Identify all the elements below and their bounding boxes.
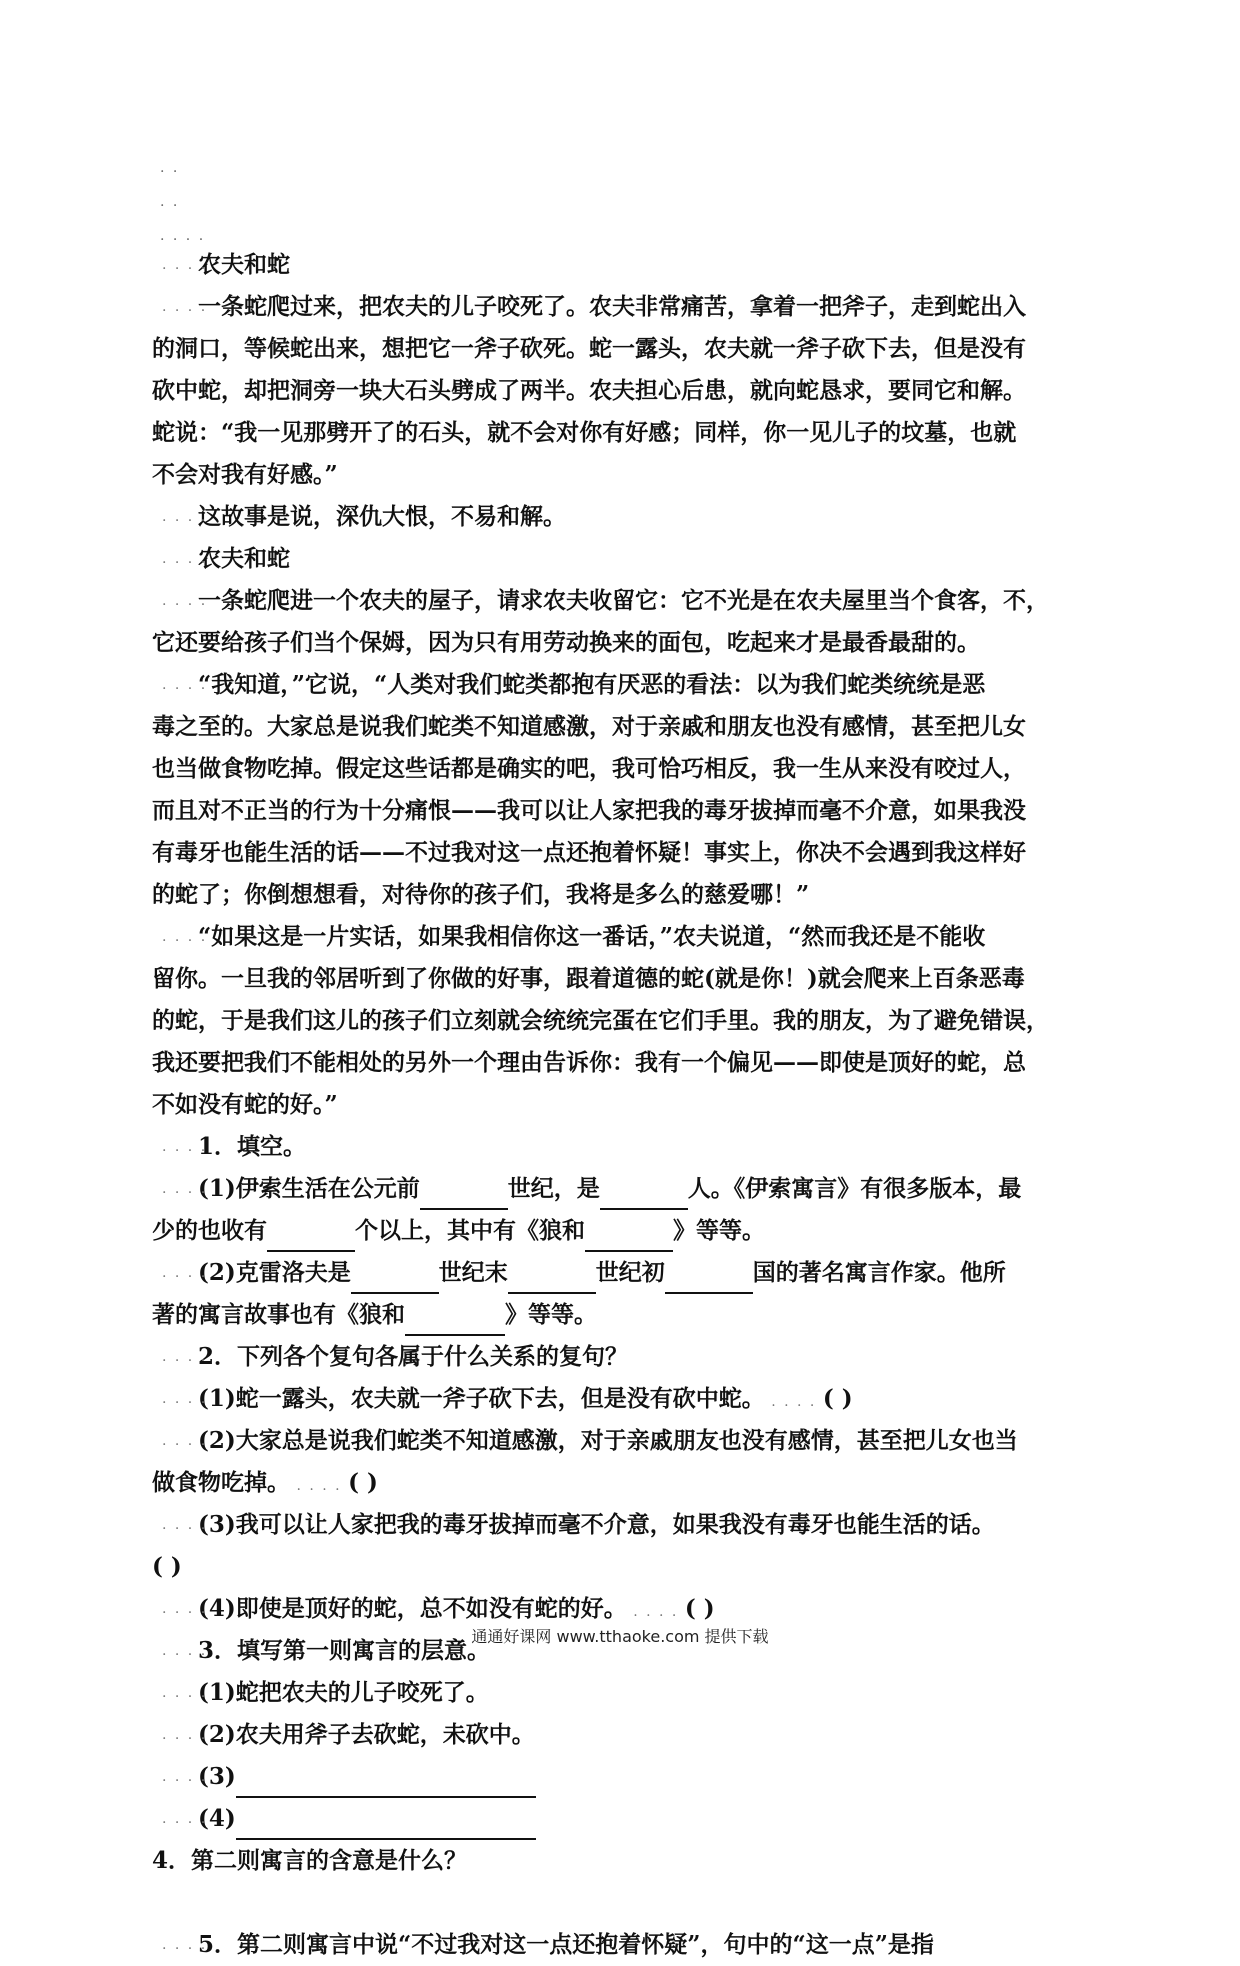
text-line <box>152 244 1092 286</box>
line-text: “我知道，”它说，“人类对我们蛇类都抱有厌恶的看法：以为我们蛇类统统是恶 <box>198 671 986 698</box>
line-text: 蛇说：“我一见那劈开了的石头，就不会对你有好感；同样，你一见儿子的坟墓，也就 <box>152 419 1017 446</box>
line-text: 不会对我有好感。” <box>152 461 338 488</box>
answer-blank[interactable] <box>585 1220 673 1252</box>
line-text: 世纪初 <box>595 1259 665 1286</box>
text-line <box>152 1420 1092 1462</box>
answer-blank[interactable] <box>405 1304 505 1336</box>
text-line <box>152 1798 1092 1840</box>
text-line <box>152 580 1092 622</box>
leader-dots: . . . . <box>162 1349 208 1365</box>
text-line <box>152 958 1092 1000</box>
margin-dots: . . <box>160 194 180 210</box>
line-text: 我还要把我们不能相处的另外一个理由告诉你：我有一个偏见——即使是顶好的蛇，总 <box>152 1049 1026 1076</box>
margin-dots: . . <box>160 160 180 176</box>
text-line <box>152 454 1092 496</box>
line-text: 1．填空。 <box>198 1133 307 1160</box>
line-text: (2)克雷洛夫是 <box>198 1259 351 1286</box>
leader-dots: . . . . <box>162 257 208 273</box>
leader-dots: . . . . <box>162 1265 208 1281</box>
footer-text: 通通好课网 www.tthaoke.com 提供下载 <box>471 1627 769 1646</box>
text-line <box>152 1336 1092 1378</box>
line-text: 也当做食物吃掉。假定这些话都是确实的吧，我可恰巧相反，我一生从来没有咬过人， <box>152 755 1026 782</box>
text-line <box>152 1924 1092 1966</box>
answer-blank[interactable] <box>351 1262 439 1294</box>
line-text: 不如没有蛇的好。” <box>152 1091 338 1118</box>
text-line <box>152 1210 1092 1252</box>
line-text: 的蛇，于是我们这儿的孩子们立刻就会统统完蛋在它们手里。我的朋友，为了避免错误， <box>152 1007 1049 1034</box>
text-line <box>152 1252 1092 1294</box>
line-text: 2．下列各个复句各属于什么关系的复句？ <box>198 1343 629 1370</box>
answer-parentheses[interactable]: ( ) <box>348 1469 378 1496</box>
text-line <box>152 1714 1092 1756</box>
leader-dots: . . . . <box>162 1811 208 1827</box>
text-line <box>152 496 1092 538</box>
answer-blank[interactable] <box>236 1808 536 1840</box>
text-line <box>152 1462 1092 1504</box>
text-line <box>152 1504 1092 1546</box>
line-text: 5．第二则寓言中说“不过我对这一点还抱着怀疑”，句中的“这一点”是指 <box>198 1931 934 1958</box>
leader-dots: . . . . <box>162 1181 208 1197</box>
line-text: (4) <box>198 1805 236 1832</box>
leader-dots: . . . . <box>162 1601 208 1617</box>
leader-dots: . . . . <box>162 1139 208 1155</box>
line-text: (4)即使是顶好的蛇，总不如没有蛇的好。 <box>198 1595 627 1622</box>
line-text: 3．填写第一则寓言的层意。 <box>198 1637 491 1664</box>
text-line <box>152 748 1092 790</box>
line-text: 毒之至的。大家总是说我们蛇类不知道感激，对于亲戚和朋友也没有感情，甚至把儿女 <box>152 713 1026 740</box>
line-text: 》等等。 <box>673 1217 765 1244</box>
line-text: 人。《伊索寓言》有很多版本，最 <box>687 1175 1022 1202</box>
line-text: 的洞口，等候蛇出来，想把它一斧子砍死。蛇一露头，农夫就一斧子砍下去，但是没有 <box>152 335 1026 362</box>
answer-blank[interactable] <box>508 1262 596 1294</box>
leader-dots: . . . . <box>764 1394 823 1410</box>
document-body <box>152 244 1092 1966</box>
text-line <box>152 1000 1092 1042</box>
leader-dots: . . . . <box>162 1769 208 1785</box>
text-line <box>152 832 1092 874</box>
text-line <box>152 370 1092 412</box>
text-line <box>152 538 1092 580</box>
leader-dots: . . . . <box>162 1937 208 1953</box>
line-text: 世纪末 <box>438 1259 508 1286</box>
text-line <box>152 622 1092 664</box>
answer-parentheses[interactable]: ( ) <box>822 1385 853 1412</box>
line-text: 的蛇了；你倒想想看，对待你的孩子们，我将是多么的慈爱哪！” <box>152 881 810 908</box>
line-text: 农夫和蛇 <box>198 545 290 572</box>
answer-blank[interactable] <box>665 1262 753 1294</box>
line-text: 一条蛇爬过来，把农夫的儿子咬死了。农夫非常痛苦，拿着一把斧子，走到蛇出入 <box>198 293 1026 320</box>
answer-blank[interactable] <box>420 1178 508 1210</box>
line-text: (1)蛇一露头，农夫就一斧子砍下去，但是没有砍中蛇。 <box>198 1385 765 1412</box>
text-line <box>152 1378 1092 1420</box>
text-line <box>152 1168 1092 1210</box>
line-text: 少的也收有 <box>152 1217 267 1244</box>
line-text: 做食物吃掉。 <box>152 1469 290 1496</box>
leader-dots: . . . . <box>162 1685 208 1701</box>
margin-dots: . . . . <box>160 228 206 244</box>
leader-dots: . . . . <box>162 593 208 609</box>
leader-dots: . . . . <box>626 1604 685 1620</box>
leader-dots: . . . . <box>162 677 208 693</box>
line-text: 农夫和蛇 <box>198 251 290 278</box>
line-text: 国的著名寓言作家。他所 <box>752 1259 1006 1286</box>
leader-dots: . . . . <box>162 929 208 945</box>
line-text: (2)农夫用斧子去砍蛇，未砍中。 <box>198 1721 535 1748</box>
line-text: 著的寓言故事也有《狼和 <box>152 1301 405 1328</box>
line-text: “如果这是一片实话，如果我相信你这一番话，”农夫说道，“然而我还是不能收 <box>198 923 986 950</box>
text-line <box>152 1294 1092 1336</box>
leader-dots: . . . . <box>162 1391 208 1407</box>
text-line <box>152 1546 1092 1588</box>
text-line <box>152 1126 1092 1168</box>
line-text: 有毒牙也能生活的话——不过我对这一点还抱着怀疑！事实上，你决不会遇到我这样好 <box>152 839 1026 866</box>
answer-parentheses[interactable]: ( ) <box>684 1595 715 1622</box>
line-text: 一条蛇爬进一个农夫的屋子，请求农夫收留它：它不光是在农夫屋里当个食客，不， <box>198 587 1049 614</box>
answer-blank[interactable] <box>236 1766 536 1798</box>
leader-dots: . . . . <box>162 299 208 315</box>
leader-dots: . . . . <box>290 1478 349 1494</box>
line-text: (1)伊索生活在公元前 <box>198 1175 420 1202</box>
line-text: 世纪，是 <box>507 1175 600 1202</box>
line-text: 》等等。 <box>505 1301 597 1328</box>
line-text: ( ) <box>152 1553 182 1580</box>
answer-blank[interactable] <box>267 1220 355 1252</box>
text-line <box>152 1672 1092 1714</box>
leader-dots: . . . . <box>162 509 208 525</box>
text-line <box>152 286 1092 328</box>
text-line <box>152 1756 1092 1798</box>
text-line <box>152 1840 1092 1882</box>
text-line <box>152 412 1092 454</box>
text-line <box>152 790 1092 832</box>
text-line <box>152 1084 1092 1126</box>
text-line <box>152 706 1092 748</box>
text-line <box>152 1042 1092 1084</box>
line-text: 留你。一旦我的邻居听到了你做的好事，跟着道德的蛇(就是你！)就会爬来上百条恶毒 <box>152 965 1025 992</box>
answer-blank[interactable] <box>600 1178 688 1210</box>
text-line <box>152 1882 1092 1924</box>
leader-dots: . . . . <box>162 1517 208 1533</box>
text-line <box>152 664 1092 706</box>
leader-dots: . . . . <box>162 1433 208 1449</box>
leader-dots: . . . . <box>162 551 208 567</box>
line-text: 这故事是说，深仇大恨，不易和解。 <box>198 503 566 530</box>
line-text: (3)我可以让人家把我的毒牙拔掉而毫不介意，如果我没有毒牙也能生活的话。 <box>198 1511 995 1538</box>
line-text: (2)大家总是说我们蛇类不知道感激，对于亲戚朋友也没有感情，甚至把儿女也当 <box>198 1427 1018 1454</box>
line-text: 砍中蛇，却把洞旁一块大石头劈成了两半。农夫担心后患，就向蛇恳求，要同它和解。 <box>152 377 1026 404</box>
line-text: 4．第二则寓言的含意是什么？ <box>152 1847 468 1874</box>
line-text: (3) <box>198 1763 236 1790</box>
line-text: (1)蛇把农夫的儿子咬死了。 <box>198 1679 489 1706</box>
leader-dots: . . . . <box>162 1727 208 1743</box>
text-line <box>152 874 1092 916</box>
text-line <box>152 916 1092 958</box>
line-text: 它还要给孩子们当个保姆，因为只有用劳动换来的面包，吃起来才是最香最甜的。 <box>152 629 980 656</box>
leader-dots: . . . . <box>162 1643 208 1659</box>
line-text: 个以上，其中有《狼和 <box>355 1217 585 1244</box>
text-line <box>152 328 1092 370</box>
line-text: 而且对不正当的行为十分痛恨——我可以让人家把我的毒牙拔掉而毫不介意，如果我没 <box>152 797 1026 824</box>
